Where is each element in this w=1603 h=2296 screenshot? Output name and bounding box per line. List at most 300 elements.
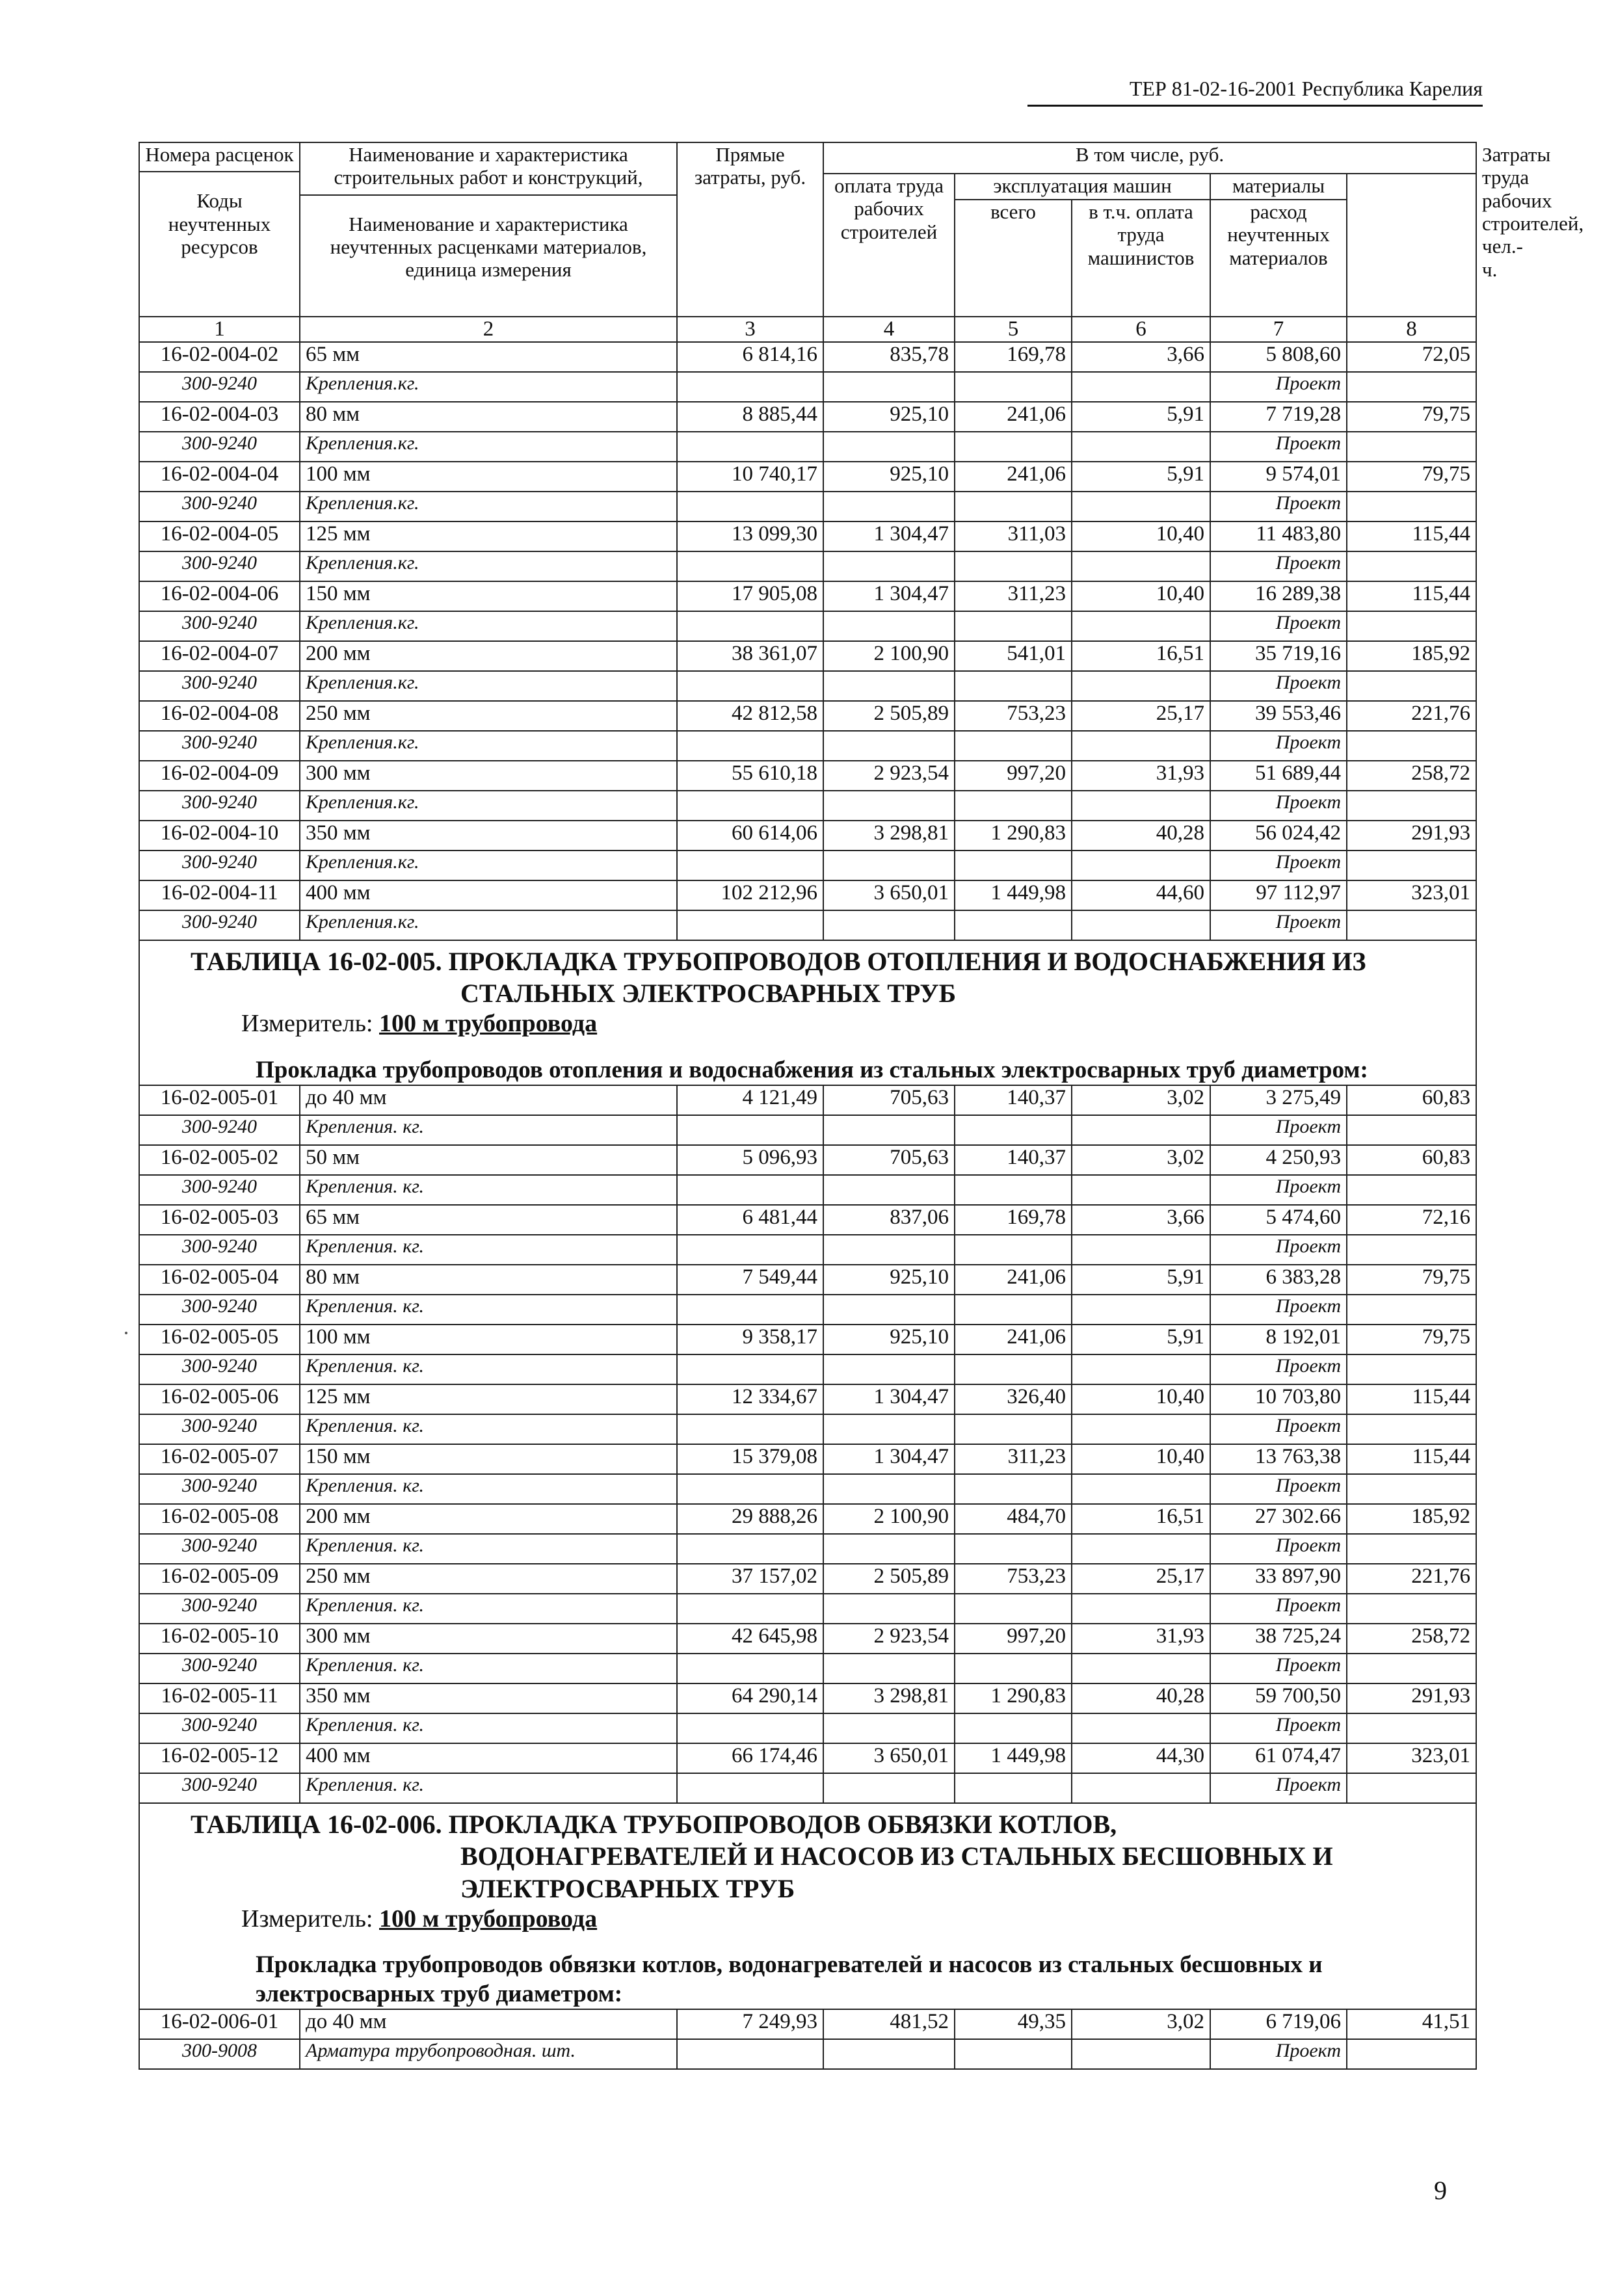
machine-cost: 169,78	[955, 342, 1072, 372]
resource-row	[139, 2039, 1476, 2069]
empty-cell	[1347, 1175, 1476, 1205]
empty-cell	[1347, 611, 1476, 641]
resource-code: 300-9240	[139, 1474, 300, 1504]
materials-note: Проект	[1210, 1474, 1347, 1504]
labor-pay: 837,06	[823, 1205, 955, 1235]
machine-cost: 140,37	[955, 1145, 1072, 1175]
machine-cost: 241,06	[955, 1325, 1072, 1354]
rate-code: 16-02-005-02	[139, 1145, 300, 1175]
empty-cell	[823, 611, 955, 641]
item-name: 65 мм	[300, 1205, 677, 1235]
materials-note: Проект	[1210, 551, 1347, 581]
empty-cell	[1072, 791, 1210, 821]
resource-code: 300-9240	[139, 1414, 300, 1444]
empty-cell	[677, 1175, 823, 1205]
labor-hours: 258,72	[1347, 761, 1476, 791]
empty-cell	[677, 611, 823, 641]
labor-pay: 3 298,81	[823, 821, 955, 851]
materials-cost: 9 574,01	[1210, 462, 1347, 492]
resource-name: Крепления.кг.	[300, 791, 677, 821]
machine-cost: 169,78	[955, 1205, 1072, 1235]
machinist-pay: 3,02	[1072, 1145, 1210, 1175]
empty-cell	[1072, 1354, 1210, 1384]
resource-code: 300-9240	[139, 671, 300, 701]
resource-code: 300-9240	[139, 731, 300, 761]
labor-hours: 291,93	[1347, 1683, 1476, 1713]
empty-cell	[1072, 731, 1210, 761]
resource-code: 300-9240	[139, 372, 300, 402]
machine-cost: 311,03	[955, 521, 1072, 551]
machines-header: эксплуатация машин	[955, 174, 1210, 200]
empty-cell	[955, 492, 1072, 521]
labor-hours: 115,44	[1347, 521, 1476, 551]
labor-pay: 2 100,90	[823, 641, 955, 671]
empty-cell	[1072, 1115, 1210, 1145]
resource-name: Крепления. кг.	[300, 1654, 677, 1683]
rates-table: Номера расценок Коды неучтенных ресурсов Наименование и характеристика строительных работ и конструкций, Наименование и характеристика неучтенных расценками материалов, единица измерения Прямые затраты, руб. В том числе, руб. Затраты труда рабочих строителей, чел.-ч. оплата труда рабочих строителей эксплуатация машин материалы всего в т.ч. оплата труда машинистов расход неучтенных материалов 1 2 3 4 5 6 7 8 16-02-004-02 65 мм 6 814,16 835,78 169,78 3,66 5 808,60 72,05 300-9240 Крепления.кг. Проект 16-02-004-03 80 мм 8 885,44 925,10 241,06 5,91 7 719,28 79,75 300-9240 Крепления.кг. Проект 16-02-004-04 100 мм 10 740,17 925,10 241,06 5,91 9 574,01 79,75 300-9240 Крепления.кг. Проект 16-02-004-05 125 мм 13 099,30 1 304,47 311,03 10,40 11 483,80 115,44 300-9240 Крепления.кг. Проект 16-02-004-06 150 мм 17 905,08 1 304,47 311,23 10,40 16 289,38 115,44 300-9240 Крепления.кг. Проект 16-02-004-07 200 мм 38 361,07 2 100,90 541,01 16,51 35 719,16 185,92 300-9240 Крепления.кг. Проект 16-02-004-08 250 мм 42 812,58 2 505,89 753,23 25,17 39 553,46 221,76 300-9240 Крепления.кг. Проект 16-02-004-09 300 мм 55 610,18 2 923,54 997,20 31,93 51 689,44 258,72 300-9240 Крепления.кг. Проект 16-02-004-10 350 мм 60 614,06 3 298,81 1 290,83 40,28 56 024,42 291,93 300-9240 Крепления.кг. Проект 16-02-004-11 400 мм 102 212,96 3 650,01 1 449,98 44,60 97 112,97 323,01 300-9240 Крепления.кг. Проект ТАБЛИЦА 16-02-005. ПРОКЛАДКА ТРУБОПРОВОДОВ ОТОПЛЕНИЯ И ВОДОСНАБЖЕНИЯ ИЗ СТАЛЬНЫХ ЭЛЕКТРОСВАРНЫХ ТРУБ Измеритель: 100 м трубопровода Прокладка трубопроводов отопления и водоснабжения из стальных электросварных труб диаметром: 16-02-005-01 до 40 мм 4 121,49 705,63 140,37 3,02 3 275,49 60,83 300-9240 Крепления. кг. Проект 16-02-005-02 50 мм 5 096,93 705,63 140,37 3,02 4 250,93 60,83 300-9240 Крепления. кг. Проект 16-02-005-03 65 мм 6 481,44 837,06 169,78 3,66 5 474,60 72,16 300-9240 Крепления. кг. Проект 16-02-005-04 80 мм 7 549,44 925,10 241,06 5,91 6 383,28 79,75 300-9240 Крепления. кг. Проект 16-02-005-05 100 мм 9 358,17 925,10 241,06 5,91 8 192,01 79,75 300-9240 Крепления. кг. Проект 16-02-005-06 125 мм 12 334,67 1 304,47 326,40 10,40 10 703,80 115,44 300-9240 Крепления. кг. Проект 16-02-005-07 150 мм 15 379,08 1 304,47 311,23 10,40 13 763,38 115,44 300-9240 Крепления. кг. Проект 16-02-005-08 200 мм 29 888,26 2 100,90 484,70 16,51 27 302.66 185,92 300-9240 Крепления. кг. Проект 16-02-005-09 250 мм 37 157,02 2 505,89 753,23 25,17 33 897,90 221,76 300-9240 Крепления. кг. Проект 16-02-005-10 300 мм 42 645,98 2 923,54 997,20 31,93 38 725,24 258,72 300-9240 Крепления. кг. Проект 16-02-005-11 350 мм 64 290,14 3 298,81 1 290,83 40,28 59 700,50 291,93 300-9240 Крепления. кг. Проект 16-02-005-12 400 мм 66 174,46 3 650,01 1 449,98 44,30 61 074,47 323,01 300-9240 Крепления. кг. Проект ТАБЛИЦА 16-02-006. ПРОКЛАДКА ТРУБОПРОВОДОВ ОБВЯЗКИ КОТЛОВ, ВОДОНАГРЕВАТЕЛЕЙ И НАСОСОВ ИЗ СТАЛЬНЫХ БЕСШОВНЫХ И ЭЛЕКТРОСВАРНЫХ ТРУБ Измеритель: 100 м трубопровода Прокладка трубопроводов обвязки котлов, водонагревателей и насосов из стальных бесшовных и электросварных труб диаметром: 16-02-006-01 до 40 мм 7 249,93 481,52 49,35 3,02 6 719,06 41,51 300-9008 Арматура трубопроводная. шт. Проект	[139, 142, 1477, 2070]
rate-code: 16-02-006-01	[139, 2009, 300, 2039]
resource-row	[139, 671, 1476, 701]
machine-cost: 753,23	[955, 1564, 1072, 1594]
direct-cost: 42 812,58	[677, 701, 823, 731]
item-name: до 40 мм	[300, 1085, 677, 1115]
mach-total-header: всего	[955, 200, 1072, 317]
empty-cell	[823, 1414, 955, 1444]
empty-cell	[823, 492, 955, 521]
resource-row	[139, 1773, 1476, 1803]
resource-row	[139, 1594, 1476, 1624]
direct-cost: 15 379,08	[677, 1444, 823, 1474]
empty-cell	[955, 910, 1072, 940]
materials-note: Проект	[1210, 671, 1347, 701]
empty-cell	[955, 611, 1072, 641]
empty-cell	[1072, 1474, 1210, 1504]
rate-code: 16-02-005-12	[139, 1743, 300, 1773]
rate-code: 16-02-005-08	[139, 1504, 300, 1534]
empty-cell	[823, 1115, 955, 1145]
direct-cost: 102 212,96	[677, 880, 823, 910]
labor-hours: 185,92	[1347, 1504, 1476, 1534]
page-number: 9	[1434, 2176, 1447, 2205]
machine-cost: 311,23	[955, 581, 1072, 611]
empty-cell	[677, 1295, 823, 1325]
empty-cell	[677, 492, 823, 521]
resource-row	[139, 851, 1476, 880]
rate-code: 16-02-005-07	[139, 1444, 300, 1474]
rate-code: 16-02-005-10	[139, 1624, 300, 1654]
resource-code: 300-9240	[139, 611, 300, 641]
rate-code: 16-02-004-09	[139, 761, 300, 791]
item-name: до 40 мм	[300, 2009, 677, 2039]
resource-row	[139, 1414, 1476, 1444]
machine-cost: 49,35	[955, 2009, 1072, 2039]
empty-cell	[823, 1175, 955, 1205]
direct-cost: 37 157,02	[677, 1564, 823, 1594]
machinist-pay: 25,17	[1072, 1564, 1210, 1594]
machine-cost: 326,40	[955, 1384, 1072, 1414]
rate-code: 16-02-004-06	[139, 581, 300, 611]
machinist-pay: 3,66	[1072, 1205, 1210, 1235]
empty-cell	[677, 1713, 823, 1743]
labor-hours: 79,75	[1347, 462, 1476, 492]
resource-name: Арматура трубопроводная. шт.	[300, 2039, 677, 2069]
empty-cell	[1072, 492, 1210, 521]
table-row	[139, 1384, 1476, 1414]
direct-cost: 8 885,44	[677, 402, 823, 432]
empty-cell	[677, 1354, 823, 1384]
empty-cell	[677, 551, 823, 581]
empty-cell	[1072, 1295, 1210, 1325]
empty-cell	[1347, 2039, 1476, 2069]
materials-cost: 4 250,93	[1210, 1145, 1347, 1175]
rate-code: 16-02-004-04	[139, 462, 300, 492]
empty-cell	[1347, 1594, 1476, 1624]
materials-cost: 6 719,06	[1210, 2009, 1347, 2039]
empty-cell	[955, 1115, 1072, 1145]
empty-cell	[1072, 611, 1210, 641]
rate-code: 16-02-004-08	[139, 701, 300, 731]
empty-cell	[823, 910, 955, 940]
empty-cell	[1347, 1654, 1476, 1683]
empty-cell	[955, 1474, 1072, 1504]
machine-cost: 997,20	[955, 761, 1072, 791]
machine-cost: 311,23	[955, 1444, 1072, 1474]
machinist-pay: 10,40	[1072, 521, 1210, 551]
resource-code: 300-9240	[139, 1175, 300, 1205]
machine-cost: 484,70	[955, 1504, 1072, 1534]
resource-row	[139, 551, 1476, 581]
materials-note: Проект	[1210, 851, 1347, 880]
labor-pay: 2 923,54	[823, 1624, 955, 1654]
resource-row	[139, 432, 1476, 462]
machinist-pay: 5,91	[1072, 402, 1210, 432]
page-header: ТЕР 81-02-16-2001 Республика Карелия	[1027, 77, 1483, 107]
empty-cell	[677, 1474, 823, 1504]
materials-note: Проект	[1210, 731, 1347, 761]
empty-cell	[955, 2039, 1072, 2069]
materials-note: Проект	[1210, 791, 1347, 821]
empty-cell	[677, 372, 823, 402]
labor-pay: 3 298,81	[823, 1683, 955, 1713]
empty-cell	[1072, 1175, 1210, 1205]
resource-name: Крепления. кг.	[300, 1474, 677, 1504]
item-name: 200 мм	[300, 641, 677, 671]
rate-code: 16-02-005-04	[139, 1265, 300, 1295]
labor-hours: 221,76	[1347, 701, 1476, 731]
labor-hours: 72,16	[1347, 1205, 1476, 1235]
resource-code: 300-9240	[139, 492, 300, 521]
materials-cost: 16 289,38	[1210, 581, 1347, 611]
empty-cell	[1072, 671, 1210, 701]
labor-pay: 705,63	[823, 1085, 955, 1115]
empty-cell	[955, 671, 1072, 701]
empty-cell	[1072, 1235, 1210, 1265]
labor-hours: 79,75	[1347, 402, 1476, 432]
direct-cost: 29 888,26	[677, 1504, 823, 1534]
direct-cost: 13 099,30	[677, 521, 823, 551]
item-name: 300 мм	[300, 761, 677, 791]
materials-note: Проект	[1210, 1175, 1347, 1205]
materials-note: Проект	[1210, 1235, 1347, 1265]
incl-header: В том числе, руб.	[823, 142, 1476, 174]
col1-header: Номера расценок Коды неучтенных ресурсов	[139, 142, 300, 317]
table-row	[139, 641, 1476, 671]
empty-cell	[823, 432, 955, 462]
table-row	[139, 1564, 1476, 1594]
materials-note: Проект	[1210, 1115, 1347, 1145]
item-name: 200 мм	[300, 1504, 677, 1534]
resource-code: 300-9240	[139, 1773, 300, 1803]
machinist-pay: 44,30	[1072, 1743, 1210, 1773]
labor-hours: 60,83	[1347, 1085, 1476, 1115]
materials-cost: 33 897,90	[1210, 1564, 1347, 1594]
empty-cell	[1072, 1713, 1210, 1743]
machinist-pay: 3,02	[1072, 2009, 1210, 2039]
empty-cell	[823, 671, 955, 701]
empty-cell	[677, 1654, 823, 1683]
labor-pay: 1 304,47	[823, 1444, 955, 1474]
resource-name: Крепления.кг.	[300, 551, 677, 581]
empty-cell	[823, 1713, 955, 1743]
table-row	[139, 1265, 1476, 1295]
empty-cell	[955, 432, 1072, 462]
labor-hours: 258,72	[1347, 1624, 1476, 1654]
table-row	[139, 342, 1476, 372]
materials-header: материалы	[1210, 174, 1347, 200]
resource-row	[139, 1713, 1476, 1743]
item-name: 65 мм	[300, 342, 677, 372]
resource-row	[139, 791, 1476, 821]
empty-cell	[823, 1534, 955, 1564]
resource-code: 300-9240	[139, 1654, 300, 1683]
labor-pay: 925,10	[823, 1325, 955, 1354]
resource-code: 300-9240	[139, 1594, 300, 1624]
resource-name: Крепления.кг.	[300, 851, 677, 880]
empty-cell	[955, 851, 1072, 880]
labor-hours: 291,93	[1347, 821, 1476, 851]
empty-cell	[677, 2039, 823, 2069]
direct-cost-header: Прямые затраты, руб.	[677, 142, 823, 317]
machinist-pay: 10,40	[1072, 1444, 1210, 1474]
machinist-pay: 31,93	[1072, 761, 1210, 791]
resource-name: Крепления. кг.	[300, 1175, 677, 1205]
empty-cell	[1347, 791, 1476, 821]
direct-cost: 10 740,17	[677, 462, 823, 492]
labor-hours: 72,05	[1347, 342, 1476, 372]
resource-name: Крепления.кг.	[300, 731, 677, 761]
materials-cost: 11 483,80	[1210, 521, 1347, 551]
machinist-pay: 16,51	[1072, 641, 1210, 671]
materials-cost: 7 719,28	[1210, 402, 1347, 432]
labor-hours: 60,83	[1347, 1145, 1476, 1175]
empty-cell	[1347, 671, 1476, 701]
labor-pay: 3 650,01	[823, 880, 955, 910]
resource-row	[139, 1175, 1476, 1205]
materials-cost: 35 719,16	[1210, 641, 1347, 671]
mach-wages-header: в т.ч. оплата труда машинистов	[1072, 200, 1210, 317]
resource-name: Крепления.кг.	[300, 611, 677, 641]
empty-cell	[677, 910, 823, 940]
empty-cell	[1072, 1594, 1210, 1624]
labor-pay: 2 505,89	[823, 701, 955, 731]
empty-cell	[823, 1773, 955, 1803]
labor-pay: 2 100,90	[823, 1504, 955, 1534]
col2-header: Наименование и характеристика строительных работ и конструкций, Наименование и характеристика неучтенных расценками материалов, единица измерения	[300, 142, 677, 317]
empty-cell	[1347, 1773, 1476, 1803]
labor-pay: 925,10	[823, 1265, 955, 1295]
resource-row	[139, 1474, 1476, 1504]
machine-cost: 241,06	[955, 1265, 1072, 1295]
materials-note: Проект	[1210, 492, 1347, 521]
rate-code: 16-02-004-03	[139, 402, 300, 432]
empty-cell	[1347, 1295, 1476, 1325]
materials-note: Проект	[1210, 2039, 1347, 2069]
resource-name: Крепления.кг.	[300, 432, 677, 462]
materials-cost: 13 763,38	[1210, 1444, 1347, 1474]
table-row	[139, 1683, 1476, 1713]
resource-name: Крепления.кг.	[300, 910, 677, 940]
rate-code: 16-02-005-01	[139, 1085, 300, 1115]
resource-row	[139, 910, 1476, 940]
mat-unaccounted-header: расход неучтенных материалов	[1210, 200, 1347, 317]
rate-code: 16-02-004-10	[139, 821, 300, 851]
direct-cost: 60 614,06	[677, 821, 823, 851]
rate-code: 16-02-005-03	[139, 1205, 300, 1235]
machine-cost: 1 290,83	[955, 821, 1072, 851]
resource-row	[139, 492, 1476, 521]
machine-cost: 1 290,83	[955, 1683, 1072, 1713]
empty-cell	[955, 1295, 1072, 1325]
table-row	[139, 701, 1476, 731]
resource-code: 300-9240	[139, 551, 300, 581]
machine-cost: 1 449,98	[955, 1743, 1072, 1773]
item-name: 250 мм	[300, 1564, 677, 1594]
item-name: 150 мм	[300, 1444, 677, 1474]
resource-name: Крепления. кг.	[300, 1713, 677, 1743]
resource-code: 300-9240	[139, 432, 300, 462]
direct-cost: 6 814,16	[677, 342, 823, 372]
empty-cell	[677, 1115, 823, 1145]
machine-cost: 1 449,98	[955, 880, 1072, 910]
labor-pay: 3 650,01	[823, 1743, 955, 1773]
empty-cell	[1347, 1235, 1476, 1265]
materials-note: Проект	[1210, 910, 1347, 940]
resource-row	[139, 372, 1476, 402]
machinist-pay: 25,17	[1072, 701, 1210, 731]
materials-note: Проект	[1210, 611, 1347, 641]
resource-name: Крепления. кг.	[300, 1534, 677, 1564]
empty-cell	[955, 1654, 1072, 1683]
empty-cell	[955, 1414, 1072, 1444]
table3-subtitle: Прокладка трубопроводов обвязки котлов, водонагревателей и насосов из стальных бесшовных и электросварных труб диаметром:	[139, 1936, 1476, 2009]
empty-cell	[1072, 432, 1210, 462]
empty-cell	[1072, 2039, 1210, 2069]
machinist-pay: 40,28	[1072, 821, 1210, 851]
table3-title: ТАБЛИЦА 16-02-006. ПРОКЛАДКА ТРУБОПРОВОДОВ ОБВЯЗКИ КОТЛОВ, ВОДОНАГРЕВАТЕЛЕЙ И НАСОСОВ ИЗ СТАЛЬНЫХ БЕСШОВНЫХ И ЭЛЕКТРОСВАРНЫХ ТРУБ Измеритель: 100 м трубопровода	[139, 1803, 1476, 1936]
item-name: 100 мм	[300, 1325, 677, 1354]
machinist-pay: 3,66	[1072, 342, 1210, 372]
materials-cost: 61 074,47	[1210, 1743, 1347, 1773]
materials-note: Проект	[1210, 372, 1347, 402]
resource-row	[139, 1534, 1476, 1564]
item-name: 125 мм	[300, 1384, 677, 1414]
empty-cell	[823, 551, 955, 581]
table-row	[139, 402, 1476, 432]
direct-cost: 42 645,98	[677, 1624, 823, 1654]
machinist-pay: 10,40	[1072, 581, 1210, 611]
empty-cell	[823, 1654, 955, 1683]
table2-subtitle: Прокладка трубопроводов отопления и водоснабжения из стальных электросварных труб диаметром:	[139, 1042, 1476, 1085]
resource-row	[139, 1654, 1476, 1683]
empty-cell	[1347, 1713, 1476, 1743]
materials-note: Проект	[1210, 1414, 1347, 1444]
resource-code: 300-9240	[139, 1115, 300, 1145]
direct-cost: 66 174,46	[677, 1743, 823, 1773]
resource-name: Крепления. кг.	[300, 1594, 677, 1624]
machinist-pay: 5,91	[1072, 462, 1210, 492]
table-row	[139, 1444, 1476, 1474]
resource-name: Крепления. кг.	[300, 1295, 677, 1325]
item-name: 100 мм	[300, 462, 677, 492]
empty-cell	[1347, 1115, 1476, 1145]
empty-cell	[1347, 731, 1476, 761]
materials-cost: 27 302.66	[1210, 1504, 1347, 1534]
machine-cost: 241,06	[955, 462, 1072, 492]
column-numbers: 1 2 3 4 5 6 7 8	[139, 317, 1476, 342]
empty-cell	[677, 851, 823, 880]
machine-cost: 140,37	[955, 1085, 1072, 1115]
empty-cell	[1072, 1534, 1210, 1564]
table-row	[139, 761, 1476, 791]
labor-pay: 1 304,47	[823, 581, 955, 611]
resource-name: Крепления.кг.	[300, 671, 677, 701]
rate-code: 16-02-004-02	[139, 342, 300, 372]
materials-cost: 38 725,24	[1210, 1624, 1347, 1654]
resource-name: Крепления.кг.	[300, 372, 677, 402]
materials-note: Проект	[1210, 1354, 1347, 1384]
labor-header: оплата труда рабочих строителей	[823, 174, 955, 317]
resource-code: 300-9240	[139, 791, 300, 821]
table-row	[139, 1504, 1476, 1534]
empty-cell	[955, 1235, 1072, 1265]
resource-code: 300-9240	[139, 1354, 300, 1384]
rate-code: 16-02-004-07	[139, 641, 300, 671]
empty-cell	[677, 1235, 823, 1265]
materials-cost: 10 703,80	[1210, 1384, 1347, 1414]
labor-pay: 481,52	[823, 2009, 955, 2039]
materials-cost: 5 474,60	[1210, 1205, 1347, 1235]
item-name: 400 мм	[300, 880, 677, 910]
item-name: 125 мм	[300, 521, 677, 551]
rate-code: 16-02-005-09	[139, 1564, 300, 1594]
labor-pay: 705,63	[823, 1145, 955, 1175]
direct-cost: 9 358,17	[677, 1325, 823, 1354]
labor-pay: 1 304,47	[823, 521, 955, 551]
direct-cost: 12 334,67	[677, 1384, 823, 1414]
machine-cost: 241,06	[955, 402, 1072, 432]
empty-cell	[677, 731, 823, 761]
direct-cost: 55 610,18	[677, 761, 823, 791]
machinist-pay: 31,93	[1072, 1624, 1210, 1654]
labor-pay: 925,10	[823, 402, 955, 432]
resource-row	[139, 1235, 1476, 1265]
item-name: 300 мм	[300, 1624, 677, 1654]
labor-pay: 925,10	[823, 462, 955, 492]
empty-cell	[1072, 372, 1210, 402]
direct-cost: 7 549,44	[677, 1265, 823, 1295]
direct-cost: 64 290,14	[677, 1683, 823, 1713]
labor-pay: 2 923,54	[823, 761, 955, 791]
